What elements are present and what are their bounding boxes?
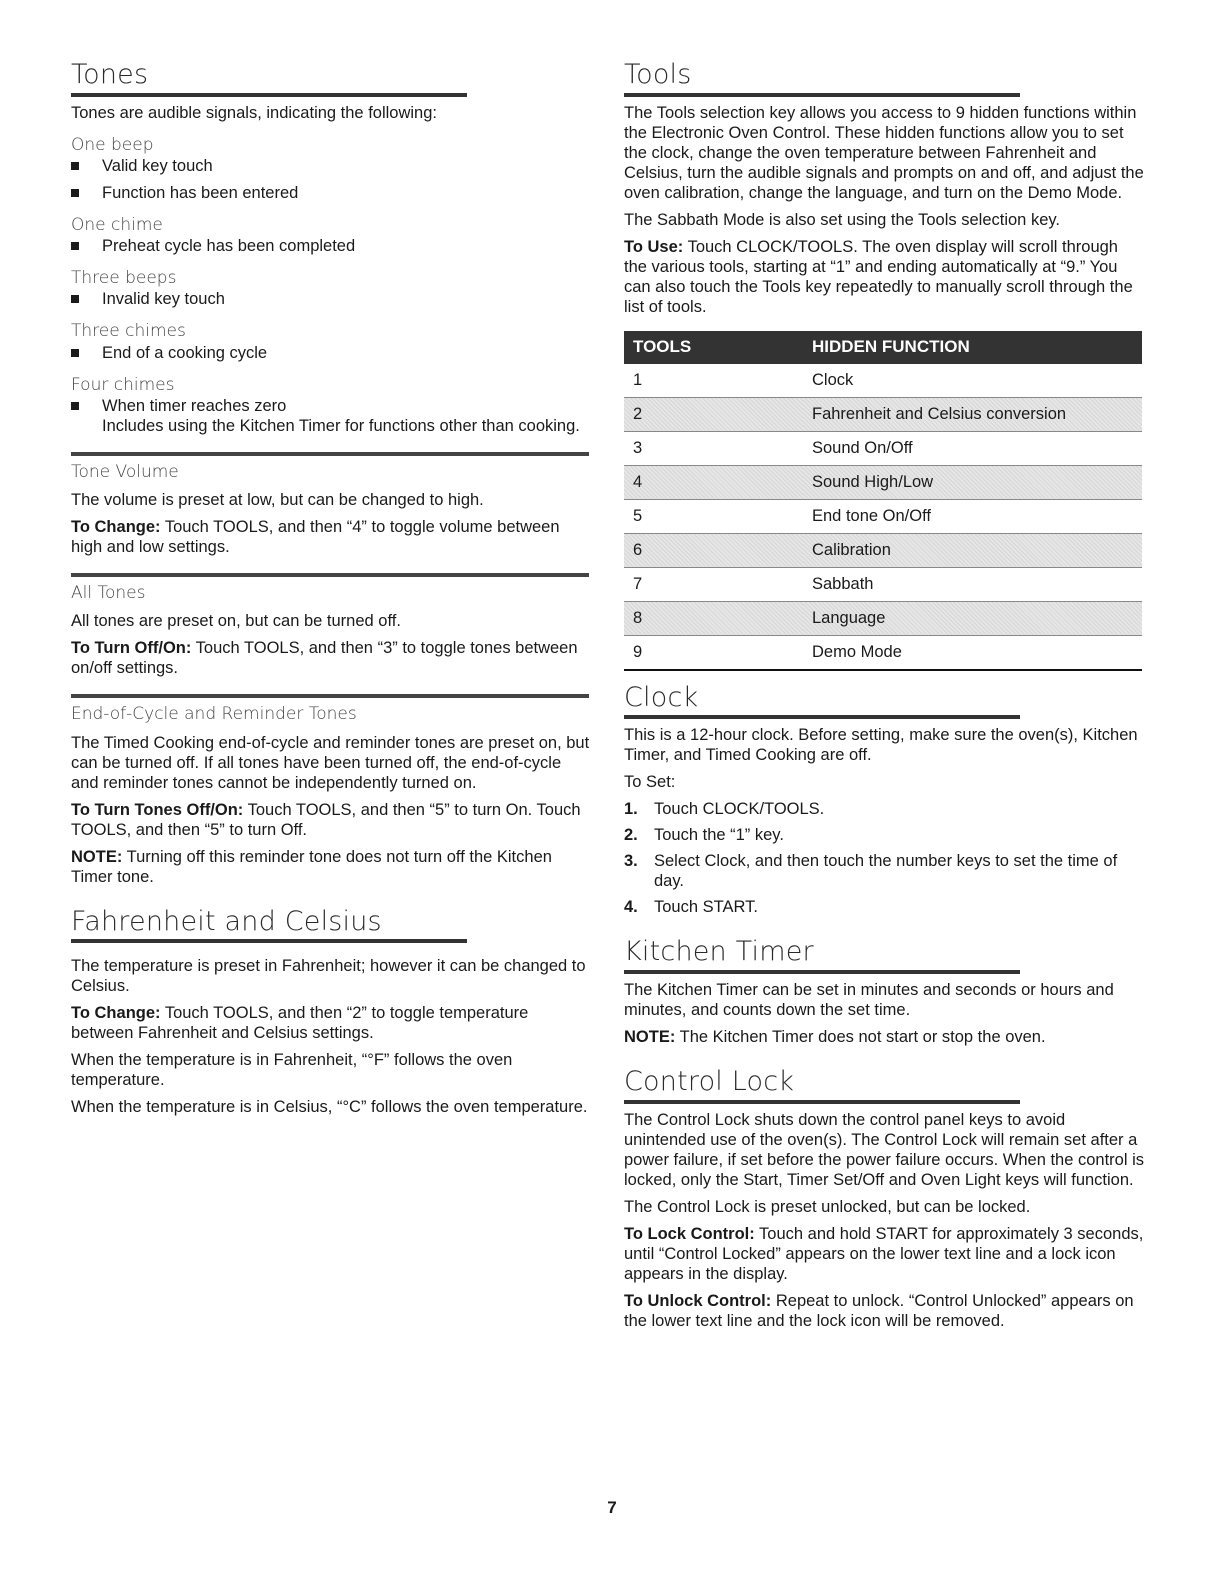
fahrenheit-text: The temperature is preset in Fahrenheit; however it can be changed to Celsius. [71,957,586,996]
three-beeps-heading: Three beeps [71,268,177,289]
kitchen-timer-title: Kitchen Timer [624,936,814,968]
end-cycle-note: NOTE: Turning off this reminder tone does not turn off the Kitchen Timer tone. [71,847,552,886]
table-row: 8 Language [624,601,1142,635]
table-row: 5 End tone On/Off [624,499,1142,533]
table-row: 4 Sound High/Low [624,465,1142,499]
control-lock-text-2: The Control Lock is preset unlocked, but can be locked. [624,1197,1031,1216]
tone-volume-text: The volume is preset at low, but can be changed to high. [71,491,484,510]
bullet-square-icon [71,162,79,170]
tools-title: Tools [624,59,692,90]
table-row: 9 Demo Mode [624,635,1142,670]
tone-volume-change: To Change: Touch TOOLS, and then “4” to toggle volume between high and low settings. [71,518,560,557]
list-item: Valid key touch [71,156,591,176]
tone-volume-heading: Tone Volume [71,461,179,482]
tools-text-1: The Tools selection key allows you access to 9 hidden functions within the Electronic Oven Control. These hidden functions allow you to set the clock, change the oven temperature between Fahrenheit and Celsius, turn the audible signals and prompts on and off, and adjust the oven calibration, change the language, and turn on the Demo Mode. [624,103,1144,202]
bullet-square-icon [71,349,79,357]
tools-text-2: The Sabbath Mode is also set using the Tools selection key. [624,210,1060,229]
one-chime-list [71,236,591,256]
all-tones-heading: All Tones [71,583,146,604]
kitchen-timer-note: NOTE: The Kitchen Timer does not start or stop the oven. [624,1028,1046,1047]
control-lock-lock: To Lock Control: Touch and hold START for approximately 3 seconds, until “Control Locked” appears on the lower text line and a lock icon appears in the display. [624,1224,1144,1283]
clock-title: Clock [624,681,699,713]
list-item: When timer reaches zero Includes using the Kitchen Timer for functions other than cooking. [71,396,591,436]
table-row: 2 Fahrenheit and Celsius conversion [624,397,1142,431]
four-chimes-list [71,396,591,436]
tones-title: Tones [71,59,149,90]
table-row: 7 Sabbath [624,567,1142,601]
list-item: 2. Touch the “1” key. [624,826,784,845]
kitchen-timer-text: The Kitchen Timer can be set in minutes and seconds or hours and minutes, and counts down the set time. [624,981,1114,1020]
tools-rule [624,93,1020,97]
left-column [71,60,591,1117]
table-header-function: HIDDEN FUNCTION [803,331,1142,364]
bullet-square-icon [71,295,79,303]
table-header-row [624,331,1142,364]
fahrenheit-change: To Change: Touch TOOLS, and then “2” to toggle temperature between Fahrenheit and Celsius settings. [71,1004,529,1043]
four-chimes-heading: Four chimes [71,374,175,395]
page-number: 7 [607,1498,617,1517]
one-beep-list [71,156,591,203]
tools-use: To Use: Touch CLOCK/TOOLS. The oven display will scroll through the various tools, starting at “1” and ending automatically at “9.” You can also touch the Tools key repeatedly to manually scroll through the list of tools. [624,237,1133,316]
all-tones-text: All tones are preset on, but can be turned off. [71,612,401,631]
list-item: 4. Touch START. [624,898,758,917]
right-column [624,60,1144,1331]
table-row: 6 Calibration [624,533,1142,567]
list-item: Invalid key touch [71,289,591,309]
bullet-square-icon [71,402,79,410]
fahrenheit-rule [71,939,467,943]
control-lock-title: Control Lock [624,1066,795,1098]
list-item: 3. Select Clock, and then touch the number keys to set the time of day. [624,852,1118,891]
clock-rule [624,715,1020,719]
table-header-tools: TOOLS [624,331,803,364]
control-lock-rule [624,1100,1020,1104]
fahrenheit-title: Fahrenheit and Celsius [71,905,382,937]
four-chimes-note: Includes using the Kitchen Timer for functions other than cooking. [102,416,580,435]
tone-volume-rule [71,452,589,456]
end-cycle-text: The Timed Cooking end-of-cycle and reminder tones are preset on, but can be turned off. If all tones have been turned off, the end-of-cycle and reminder tones cannot be independently turned on. [71,733,590,792]
tools-table [624,331,1142,671]
list-item: End of a cooking cycle [71,343,591,363]
control-lock-text-1: The Control Lock shuts down the control panel keys to avoid unintended use of the oven(s). The Control Lock will remain set after a power failure, if set before the power failure occurs. When the control is locked, only the Start, Timer Set/Off and Oven Light keys will function. [624,1110,1144,1189]
one-beep-heading: One beep [71,134,154,155]
three-beeps-list [71,289,591,309]
fahrenheit-f-text: When the temperature is in Fahrenheit, “°F” follows the oven temperature. [71,1051,513,1090]
end-cycle-heading: End-of-Cycle and Reminder Tones [71,704,357,725]
clock-steps [624,799,1144,917]
one-chime-heading: One chime [71,214,163,235]
all-tones-rule [71,573,589,577]
list-item: 1. Touch CLOCK/TOOLS. [624,800,825,819]
bullet-square-icon [71,242,79,250]
three-chimes-list [71,343,591,363]
list-item: Preheat cycle has been completed [71,236,591,256]
clock-to-set: To Set: [624,773,676,792]
bullet-square-icon [71,189,79,197]
control-lock-unlock: To Unlock Control: Repeat to unlock. “Control Unlocked” appears on the lower text line and the lock icon will be removed. [624,1291,1134,1330]
tones-intro: Tones are audible signals, indicating the following: [71,103,437,122]
fahrenheit-c-text: When the temperature is in Celsius, “°C” follows the oven temperature. [71,1098,588,1117]
three-chimes-heading: Three chimes [71,321,186,342]
tones-rule [71,93,467,97]
clock-text: This is a 12-hour clock. Before setting, make sure the oven(s), Kitchen Timer, and Timed Cooking are off. [624,726,1138,765]
end-cycle-toggle: To Turn Tones Off/On: Touch TOOLS, and then “5” to turn On. Touch TOOLS, and then “5” to turn Off. [71,800,581,839]
all-tones-toggle: To Turn Off/On: Touch TOOLS, and then “3” to toggle tones between on/off settings. [71,639,578,678]
table-row: 3 Sound On/Off [624,431,1142,465]
kitchen-timer-rule [624,970,1020,974]
table-row: 1 Clock [624,364,1142,398]
end-cycle-rule [71,694,589,698]
list-item: Function has been entered [71,183,591,203]
